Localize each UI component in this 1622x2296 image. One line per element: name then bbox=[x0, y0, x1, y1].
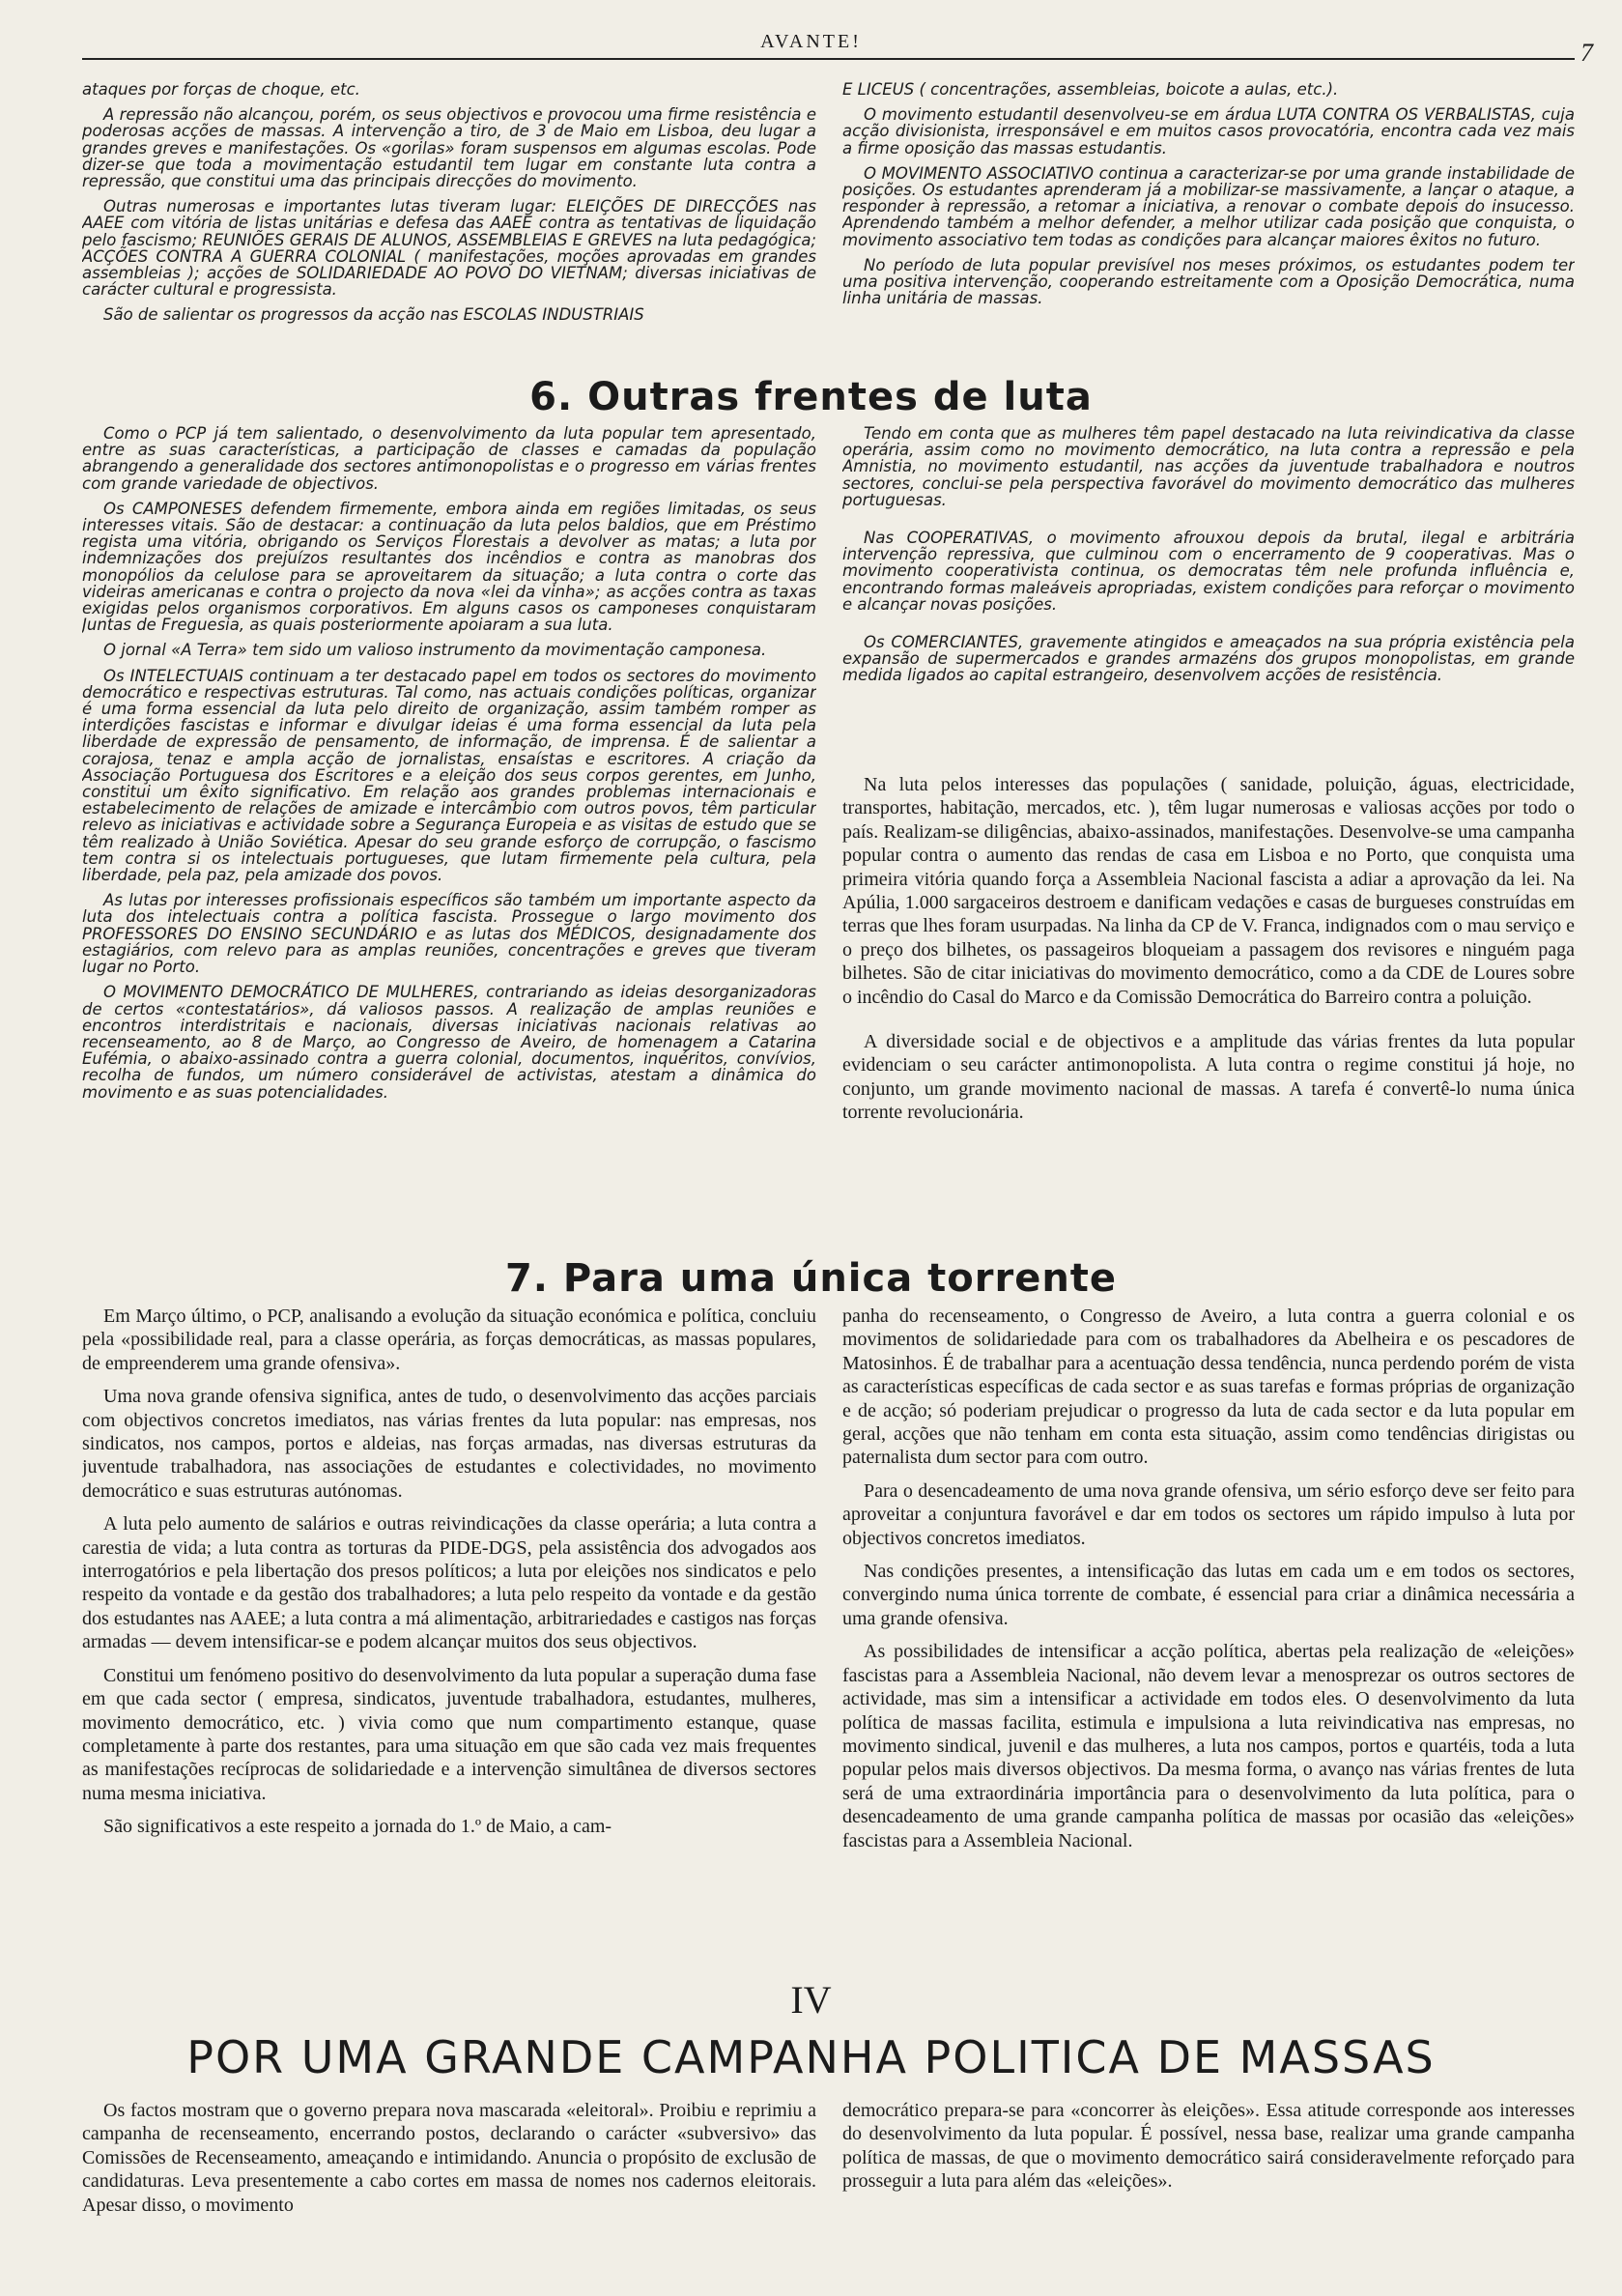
paragraph: Os COMERCIANTES, gravemente atingidos e ameaçados na sua própria existência pela expansão de supermercados e grandes armazéns dos grupos monopolistas, em grande medida ligados ao capital estrangeiro, desenvolvem acções de resistência. bbox=[842, 633, 1575, 685]
paragraph: São significativos a este respeito a jornada do 1.º de Maio, a cam- bbox=[103, 1816, 612, 1838]
section-6-left-column bbox=[82, 425, 816, 1242]
top-left-column bbox=[82, 81, 816, 361]
section-7-left-column bbox=[82, 1305, 816, 1971]
paragraph: Os CAMPONESES defendem firmemente, embora ainda em regiões limitadas, os seus interesses vitais. São de destacar: a continuação da luta pelos baldios, que em Préstimo regista uma vitória, obrigando os Serviços Florestais a devolver as matas; a luta por indemnizações dos prejuízos resultantes dos incêndios e contra as manobras dos monopólios da celulose para se aproveitarem da situação; a luta contra o corte das videiras americanas e contra o projecto da nova «lei da vinha»; as acções contra as taxas exigidas pelos organismos corporativos. Em alguns casos os camponeses conquistaram Juntas de Freguesia, as quais posteriormente apoiaram a sua luta. bbox=[82, 499, 816, 635]
section-7-heading: 7. Para uma única torrente bbox=[504, 1256, 1118, 1301]
paragraph: Os factos mostram que o governo prepara nova mascarada «eleitoral». Proibiu e reprimiu a campanha de recenseamento, encerrando postos, declarando o carácter «subversivo» das Comissões de Recenseamento, ameaçando e intimidando. Anuncia o propósito de exclusão de candidaturas. Leva presentemente a cabo cortes em massa de nomes nos cadernos eleitorais. Apesar disso, o movimento bbox=[82, 2100, 816, 2216]
header-rule bbox=[82, 58, 1575, 60]
paragraph: Uma nova grande ofensiva significa, antes de tudo, o desenvolvimento das acções parciais com objectivos concretos imediatos, nas várias frentes da luta popular: nas empresas, nos sindicatos, nos campos, portos e aldeias, nas forças armadas, nas diversas estruturas da juventude trabalhadora, nas associações de estudantes e colectividades, no movimento democrático e suas estruturas autónomas. bbox=[82, 1386, 816, 1502]
paragraph: As possibilidades de intensificar a acção política, abertas pela realização de «eleições» fascistas para a Assembleia Nacional, não devem levar a menosprezar os outros sectores de actividade, mas sim a intensificar a actividade em todos eles. O desenvolvimento da luta política de massas facilita, estimula e impulsiona a luta reivindicativa nas empresas, no movimento sindical, juvenil e das mulheres, a luta nos campos, portos e quartéis, toda a luta popular pelos mais diversos objectivos. Da mesma forma, o avanço nas várias frentes de luta será de uma extraordinária importância para o desenvolvimento da luta política, para o desencadeamento de uma grande campanha política de massas por ocasião das «eleições» fascistas para a Assembleia Nacional. bbox=[842, 1641, 1575, 1851]
paragraph: Nas COOPERATIVAS, o movimento afrouxou depois da brutal, ilegal e arbitrária intervenção repressiva, que culminou com o encerramento de 9 cooperativas. Mas o movimento cooperativista continua, os democratas têm nele profunda influência e, encontrando formas maleáveis apropriadas, existem condições para reforçar o movimento e alcançar novas posições. bbox=[842, 529, 1575, 614]
paragraph: Em Março último, o PCP, analisando a evolução da situação económica e política, concluiu pela «possibilidade real, para a classe operária, as forças democráticas, as massas populares, de empreenderem uma grande ofensiva». bbox=[82, 1306, 816, 1374]
paragraph: No período de luta popular previsível nos meses próximos, os estudantes podem ter uma positiva intervenção, cooperando estreitamente com a Oposição Democrática, numa linha unitária de massas. bbox=[842, 255, 1575, 308]
section-6-right-italic-column bbox=[842, 425, 1575, 754]
section-6-right-roman-column bbox=[842, 773, 1575, 1247]
paragraph: O MOVIMENTO ASSOCIATIVO continua a caracterizar-se por uma grande instabilidade de posições. Os estudantes aprenderam já a mobilizar-se massivamente, a lançar o ataque, a responder à repressão, a retomar a iniciativa, a renovar o combate depois do insucesso. Aprendendo também a melhor defender, a melhor utilizar cada posição que conquista, o movimento associativo tem todas as condições para alcançar maiores êxitos no futuro. bbox=[842, 163, 1575, 249]
section-7-right-column bbox=[842, 1305, 1575, 1971]
paragraph: A repressão não alcançou, porém, os seus objectivos e provocou uma firme resistência e poderosas acções de massas. A intervenção a tiro, de 3 de Maio em Lisboa, deu lugar a grandes greves e manifestações. Os «gorilas» foram suspensos em algumas escolas. Pode dizer-se que toda a movimentação estudantil tem lugar em constante luta contra a repressão, que constitui uma das principais direcções do movimento. bbox=[82, 105, 816, 191]
paragraph: O movimento estudantil desenvolveu-se em árdua LUTA CONTRA OS VERBALISTAS, cuja acção divisionista, irresponsável e em muitos casos provocatória, encontra cada vez mais a firme oposição das massas estudantis. bbox=[842, 105, 1575, 158]
paragraph: Na luta pelos interesses das populações ( sanidade, poluição, águas, electricidade, transportes, habitação, mercados, etc. ), têm lugar numerosas e valiosas acções por todo o país. Realizam-se diligências, abaixo-assinados, manifestações. Desenvolve-se uma campanha popular contra o aumento das rendas de casa em Lisboa e no Porto, que conquista uma primeira vitória quando força a Assembleia Nacional fascista a adiar a aprovação da lei. Na Apúlia, 1.000 sargaceiros destroem e danificam vedações e casas de burgueses construídas em terras que lhes foram usurpadas. Na linha da CP de V. Franca, indignados com o mau serviço e o preço dos bilhetes, os passageiros bloqueiam a passagem dos revisores e ninguém paga bilhetes. São de citar iniciativas do movimento democrático, como a da CDE de Loures sobre o incêndio do Casal do Marco e da Comissão Democrática do Barreiro contra a poluição. bbox=[842, 774, 1575, 1008]
running-title: AVANTE! bbox=[760, 31, 862, 52]
chapter-4-left-column bbox=[82, 2099, 816, 2273]
paragraph: E LICEUS ( concentrações, assembleias, boicote a aulas, etc.). bbox=[842, 81, 1339, 99]
paragraph: Constitui um fenómeno positivo do desenvolvimento da luta popular a superação duma fase em que cada sector ( empresa, sindicatos, juventude trabalhadora, estudantes, mulheres, movimento democrático, etc. ) vivia como que num compartimento estanque, quase completamente à parte dos restantes, para uma situação em que são cada vez mais frequentes as manifestações recíprocas de solidariedade e a intervenção simultânea de diversos sectores numa mesma iniciativa. bbox=[82, 1664, 816, 1804]
paragraph: Os INTELECTUAIS continuam a ter destacado papel em todos os sectores do movimento democrático e respectivas estruturas. Tal como, nas actuais condições políticas, organizar é uma forma essencial da luta pelo direito de organização, assim também romper as interdições fascistas e informar e divulgar ideias é uma forma essencial da luta pela liberdade de expressão de pensamento, de informação, de imprensa. É de salientar a corajosa, tenaz e ampla acção de jornalistas, ensaístas e escritores. A criação da Associação Portuguesa dos Escritores e a eleição dos seus corpos gerentes, em Junho, constitui um êxito significativo. Em relação aos grandes problemas internacionais e estabelecimento de relações de amizade e intercâmbio com outros povos, têm particular relevo as iniciativas e actividade sobre a Segurança Europeia e as visitas de estudo que se têm realizado à União Soviética. Apesar do seu grande esforço de corrupção, o fascismo tem contra si os intelectuais portugueses, que lutam firmemente pela cultura, pela liberdade, pela paz, pela amizade dos povos. bbox=[82, 666, 816, 885]
paragraph: Outras numerosas e importantes lutas tiveram lugar: ELEIÇÕES DE DIRECÇÕES nas AAEE com vitória de listas unitárias e defesa das AAEE contra as tentativas de liquidação pelo fascismo; REUNIÕES GERAIS DE ALUNOS, ASSEMBLEIAS E GREVES na luta pedagógica; ACÇÕES CONTRA A GUERRA COLONIAL ( manifestações, moções aprovadas em grandes assembleias ); acções de SOLIDARIEDADE AO POVO DO VIETNAM; diversas iniciativas de carácter cultural e progressista. bbox=[82, 197, 816, 300]
paragraph: A luta pelo aumento de salários e outras reivindicações da classe operária; a luta contra a carestia de vida; a luta contra as torturas da PIDE-DGS, pela assistência dos advogados aos interrogatórios e pela libertação dos presos políticos; a luta por eleições nos sindicatos e pelo respeito da vontade e da gestão dos trabalhadores; a luta pelo respeito da vontade e da gestão dos estudantes nas AAEE; a luta contra a má alimentação, arbitrariedades e castigos nas forças armadas — devem intensificar-se e podem alcançar muitos dos seus objectivos. bbox=[82, 1513, 816, 1653]
chapter-number: IV bbox=[790, 1978, 832, 2022]
paragraph: ataques por forças de choque, etc. bbox=[82, 81, 360, 99]
paragraph: Tendo em conta que as mulheres têm papel destacado na luta reivindicativa da classe operária, assim como no movimento democrático, na luta contra a repressão e pela Amnistia, no movimento estudantil, nas acções da juventude trabalhadora e noutros sectores, conclui-se pela perspectiva favorável do movimento democrático das mulheres portuguesas. bbox=[842, 425, 1575, 509]
paragraph: As lutas por interesses profissionais específicos são também um importante aspecto da luta dos intelectuais contra a política fascista. Prossegue o largo movimento dos PROFESSORES DO ENSINO SECUNDÁRIO e as lutas dos MÉDICOS, designadamente dos estagiários, com relevo para as amplas reuniões, concentrações e greves que tiveram lugar no Porto. bbox=[82, 891, 816, 977]
chapter-title: POR UMA GRANDE CAMPANHA POLITICA DE MASSAS bbox=[186, 2031, 1436, 2083]
paragraph: O MOVIMENTO DEMOCRÁTICO DE MULHERES, contrariando as ideias desorganizadoras de certos «contestatários», dá valiosos passos. A realização de amplas reuniões e encontros interdistritais e nacionais, diversas iniciativas nacionais relativas ao recenseamento, ao 8 de Março, ao Congresso de Aveiro, de homenagem a Catarina Eufémia, o abaixo-assinado contra a guerra colonial, documentos, inquéritos, convívios, recolha de fundos, um número considerável de activistas, atestam a dinâmica do movimento e as suas potencialidades. bbox=[82, 983, 816, 1102]
paragraph: A diversidade social e de objectivos e a amplitude das várias frentes da luta popular evidenciam o seu carácter antimonopolista. A luta contra o regime constitui já hoje, no conjunto, um grande movimento nacional de massas. A tarefa é convertê-lo numa única torrente revolucionária. bbox=[842, 1031, 1575, 1124]
top-right-column bbox=[842, 81, 1575, 361]
page-number: 7 bbox=[1580, 39, 1593, 67]
paragraph: Para o desencadeamento de uma nova grande ofensiva, um sério esforço deve ser feito para aproveitar a conjuntura favorável e dar em todos os sectores um rápido impulso à luta por objectivos concretos imediatos. bbox=[842, 1479, 1575, 1549]
paragraph: Como o PCP já tem salientado, o desenvolvimento da luta popular tem apresentado, entre as suas características, a participação de classes e camadas da população abrangendo a generalidade dos sectores antimonopolistas e o progresso em várias frentes com grande variedade de objectivos. bbox=[82, 425, 816, 493]
paragraph: São de salientar os progressos da acção nas ESCOLAS INDUSTRIAIS bbox=[103, 305, 644, 325]
section-6-heading: 6. Outras frentes de luta bbox=[529, 375, 1093, 419]
paragraph: Nas condições presentes, a intensificação das lutas em cada um e em todos os sectores, convergindo numa única torrente de combate, é essencial para criar a dinâmica necessária a uma grande ofensiva. bbox=[842, 1561, 1575, 1629]
paragraph: panha do recenseamento, o Congresso de Aveiro, a luta contra a guerra colonial e os movimentos de solidariedade para com os trabalhadores da Abelheira e os pescadores de Matosinhos. É de trabalhar para a acentuação dessa tendência, nunca perdendo porém de vista as características específicas de cada sector e as suas tarefas e formas próprias de organização e de acção; só poderiam prejudicar o progresso da luta de cada sector e da luta popular em geral, acções que não tenham em conta esta situação, assim como tendências dirigistas ou paternalista dum sector para com outro. bbox=[842, 1306, 1575, 1469]
chapter-4-right-column bbox=[842, 2099, 1575, 2273]
paragraph: O jornal «A Terra» tem sido um valioso instrumento da movimentação camponesa. bbox=[103, 641, 767, 660]
paragraph: democrático prepara-se para «concorrer às eleições». Essa atitude corresponde aos interesses do desenvolvimento da luta popular. É possível, nessa base, realizar uma grande campanha política de massas, de que o movimento democrático sairá consideravelmente reforçado para prosseguir a luta para além das «eleições». bbox=[842, 2100, 1575, 2193]
